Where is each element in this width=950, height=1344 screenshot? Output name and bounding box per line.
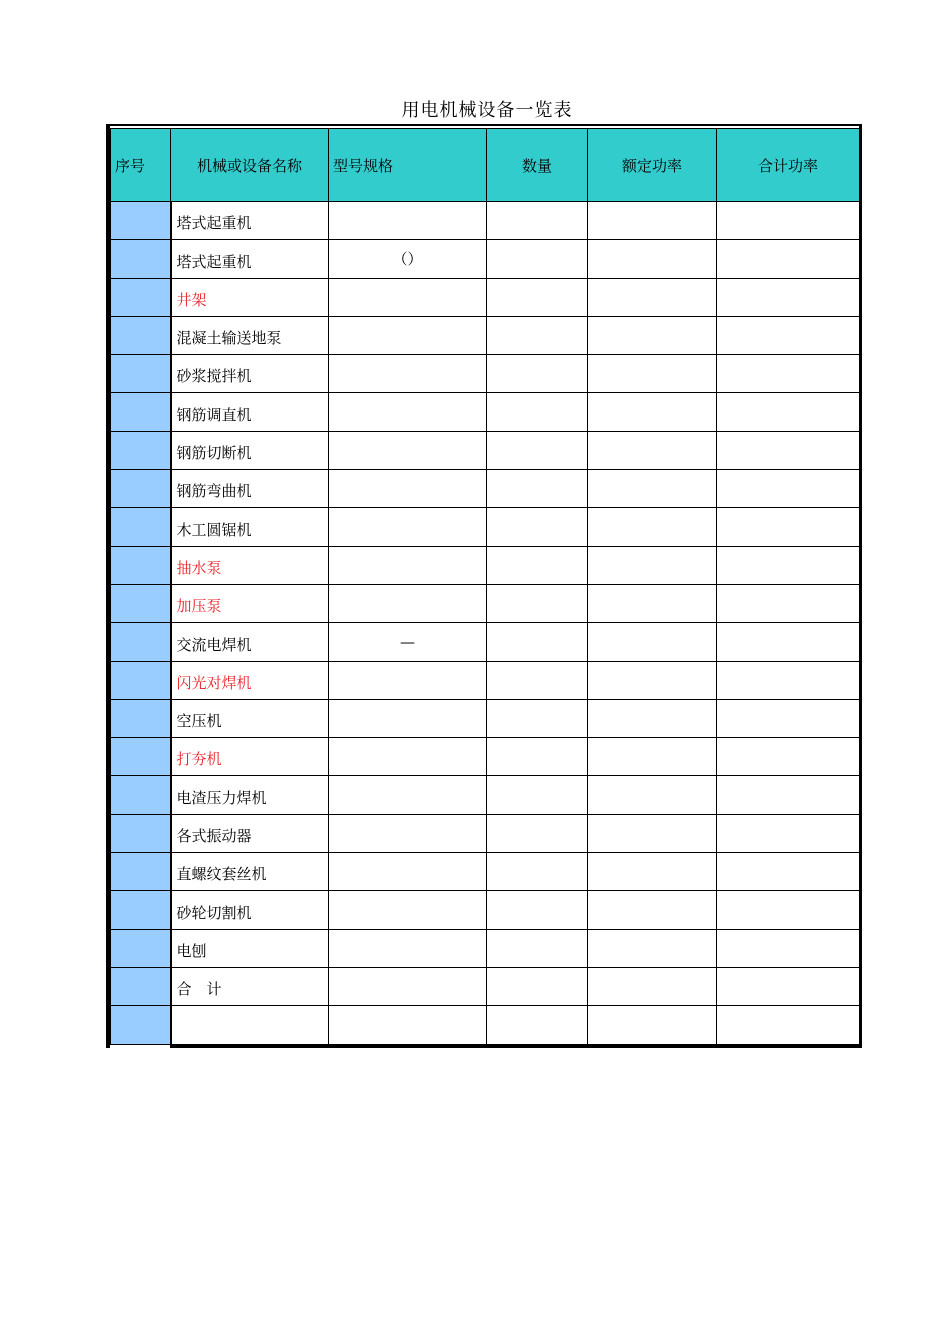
spec-cell <box>329 508 487 546</box>
spec-cell <box>329 316 487 354</box>
equipment-name-cell: 打夯机 <box>171 738 329 776</box>
total-power-cell <box>717 891 860 929</box>
equipment-name-cell: 塔式起重机 <box>171 240 329 278</box>
rated-power-cell <box>588 316 717 354</box>
spec-cell <box>329 853 487 891</box>
table-row <box>111 661 860 699</box>
rated-power-cell <box>588 929 717 967</box>
seq-cell <box>111 623 171 661</box>
equipment-name-cell: 合 计 <box>171 967 329 1005</box>
total-power-cell <box>717 278 860 316</box>
rated-power-cell <box>588 202 717 240</box>
rated-power-cell <box>588 278 717 316</box>
header-spec: 型号规格 <box>329 129 487 202</box>
equipment-name-cell: 钢筋弯曲机 <box>171 470 329 508</box>
rated-power-cell <box>588 546 717 584</box>
qty-cell <box>487 508 588 546</box>
rated-power-cell <box>588 431 717 469</box>
qty-cell <box>487 584 588 622</box>
table-row <box>111 584 860 622</box>
seq-cell <box>111 316 171 354</box>
qty-cell <box>487 240 588 278</box>
spec-cell <box>329 967 487 1005</box>
table-row <box>111 967 860 1005</box>
qty-cell <box>487 967 588 1005</box>
total-power-cell <box>717 431 860 469</box>
total-power-cell <box>717 699 860 737</box>
table-row <box>111 929 860 967</box>
table-row <box>111 738 860 776</box>
equipment-name-cell: 混凝土输送地泵 <box>171 316 329 354</box>
table-row <box>111 431 860 469</box>
table-row <box>111 316 860 354</box>
spec-cell <box>329 431 487 469</box>
table-row <box>111 776 860 814</box>
total-power-cell <box>717 776 860 814</box>
total-power-cell <box>717 929 860 967</box>
equipment-name-cell: 各式振动器 <box>171 814 329 852</box>
header-name: 机械或设备名称 <box>171 129 329 202</box>
total-power-cell <box>717 967 860 1005</box>
total-power-cell <box>717 738 860 776</box>
equipment-name-cell: 井架 <box>171 278 329 316</box>
total-power-cell <box>717 853 860 891</box>
spec-cell <box>329 929 487 967</box>
qty-cell <box>487 776 588 814</box>
seq-cell <box>111 929 171 967</box>
equipment-name-cell: 塔式起重机 <box>171 202 329 240</box>
qty-cell <box>487 316 588 354</box>
total-power-cell <box>717 623 860 661</box>
rated-power-cell <box>588 240 717 278</box>
spec-cell <box>329 393 487 431</box>
spec-cell <box>329 584 487 622</box>
table-row <box>111 355 860 393</box>
table-row <box>111 1006 860 1044</box>
table-row <box>111 546 860 584</box>
rated-power-cell <box>588 470 717 508</box>
spec-cell <box>329 738 487 776</box>
qty-cell <box>487 546 588 584</box>
qty-cell <box>487 393 588 431</box>
table-row <box>111 202 860 240</box>
rated-power-cell <box>588 393 717 431</box>
qty-cell <box>487 738 588 776</box>
qty-cell <box>487 853 588 891</box>
seq-cell <box>111 853 171 891</box>
qty-cell <box>487 929 588 967</box>
equipment-name-cell: 直螺纹套丝机 <box>171 853 329 891</box>
equipment-name-cell <box>171 1006 329 1044</box>
total-power-cell <box>717 470 860 508</box>
seq-cell <box>111 967 171 1005</box>
table-row <box>111 393 860 431</box>
seq-cell <box>111 355 171 393</box>
table-row <box>111 891 860 929</box>
rated-power-cell <box>588 853 717 891</box>
table-row <box>111 240 860 278</box>
rated-power-cell <box>588 814 717 852</box>
table-header-row <box>111 129 860 202</box>
spec-cell <box>329 202 487 240</box>
table-row <box>111 853 860 891</box>
spec-cell <box>329 1006 487 1044</box>
rated-power-cell <box>588 776 717 814</box>
seq-cell <box>111 1006 171 1044</box>
total-power-cell <box>717 546 860 584</box>
seq-cell <box>111 393 171 431</box>
equipment-name-cell: 砂轮切割机 <box>171 891 329 929</box>
spec-cell <box>329 776 487 814</box>
header-rated-power: 额定功率 <box>588 129 717 202</box>
seq-cell <box>111 546 171 584</box>
equipment-name-cell: 加压泵 <box>171 584 329 622</box>
total-power-cell <box>717 316 860 354</box>
equipment-name-cell: 抽水泵 <box>171 546 329 584</box>
table-row <box>111 278 860 316</box>
qty-cell <box>487 661 588 699</box>
total-power-cell <box>717 661 860 699</box>
equipment-name-cell: 钢筋调直机 <box>171 393 329 431</box>
spec-cell <box>329 470 487 508</box>
rated-power-cell <box>588 891 717 929</box>
equipment-name-cell: 电渣压力焊机 <box>171 776 329 814</box>
qty-cell <box>487 278 588 316</box>
rated-power-cell <box>588 661 717 699</box>
spec-cell <box>329 699 487 737</box>
total-power-cell <box>717 355 860 393</box>
qty-cell <box>487 891 588 929</box>
spec-cell <box>329 661 487 699</box>
seq-cell <box>111 776 171 814</box>
rated-power-cell <box>588 1006 717 1044</box>
rated-power-cell <box>588 967 717 1005</box>
rated-power-cell <box>588 508 717 546</box>
header-seq: 序号 <box>111 129 171 202</box>
rated-power-cell <box>588 623 717 661</box>
seq-cell <box>111 661 171 699</box>
total-power-cell <box>717 240 860 278</box>
equipment-name-cell: 闪光对焊机 <box>171 661 329 699</box>
qty-cell <box>487 202 588 240</box>
header-qty: 数量 <box>487 129 588 202</box>
spec-cell <box>329 355 487 393</box>
qty-cell <box>487 1006 588 1044</box>
total-power-cell <box>717 1006 860 1044</box>
bottom-border <box>170 1044 862 1048</box>
equipment-name-cell: 空压机 <box>171 699 329 737</box>
seq-cell <box>111 470 171 508</box>
seq-cell <box>111 738 171 776</box>
qty-cell <box>487 699 588 737</box>
equipment-name-cell: 木工圆锯机 <box>171 508 329 546</box>
seq-cell <box>111 202 171 240</box>
qty-cell <box>487 623 588 661</box>
table-row <box>111 623 860 661</box>
table-row <box>111 699 860 737</box>
equipment-table <box>110 128 860 1045</box>
total-power-cell <box>717 202 860 240</box>
spec-cell <box>329 546 487 584</box>
seq-cell <box>111 240 171 278</box>
spec-cell <box>329 814 487 852</box>
total-power-cell <box>717 508 860 546</box>
equipment-name-cell: 钢筋切断机 <box>171 431 329 469</box>
equipment-name-cell: 电刨 <box>171 929 329 967</box>
equipment-name-cell: 交流电焊机 <box>171 623 329 661</box>
qty-cell <box>487 470 588 508</box>
total-power-cell <box>717 814 860 852</box>
seq-cell <box>111 278 171 316</box>
rated-power-cell <box>588 355 717 393</box>
total-power-cell <box>717 393 860 431</box>
rated-power-cell <box>588 699 717 737</box>
seq-cell <box>111 814 171 852</box>
header-total-power: 合计功率 <box>717 129 860 202</box>
rated-power-cell <box>588 738 717 776</box>
spec-cell: （） <box>329 240 487 278</box>
table-row <box>111 508 860 546</box>
rated-power-cell <box>588 584 717 622</box>
table-row <box>111 814 860 852</box>
qty-cell <box>487 355 588 393</box>
spec-cell: — <box>329 623 487 661</box>
seq-cell <box>111 584 171 622</box>
seq-cell <box>111 431 171 469</box>
equipment-name-cell: 砂浆搅拌机 <box>171 355 329 393</box>
qty-cell <box>487 814 588 852</box>
page-title: 用电机械设备一览表 <box>401 100 573 121</box>
seq-cell <box>111 699 171 737</box>
seq-cell <box>111 508 171 546</box>
qty-cell <box>487 431 588 469</box>
total-power-cell <box>717 584 860 622</box>
seq-cell <box>111 891 171 929</box>
spec-cell <box>329 278 487 316</box>
table-row <box>111 470 860 508</box>
spec-cell <box>329 891 487 929</box>
